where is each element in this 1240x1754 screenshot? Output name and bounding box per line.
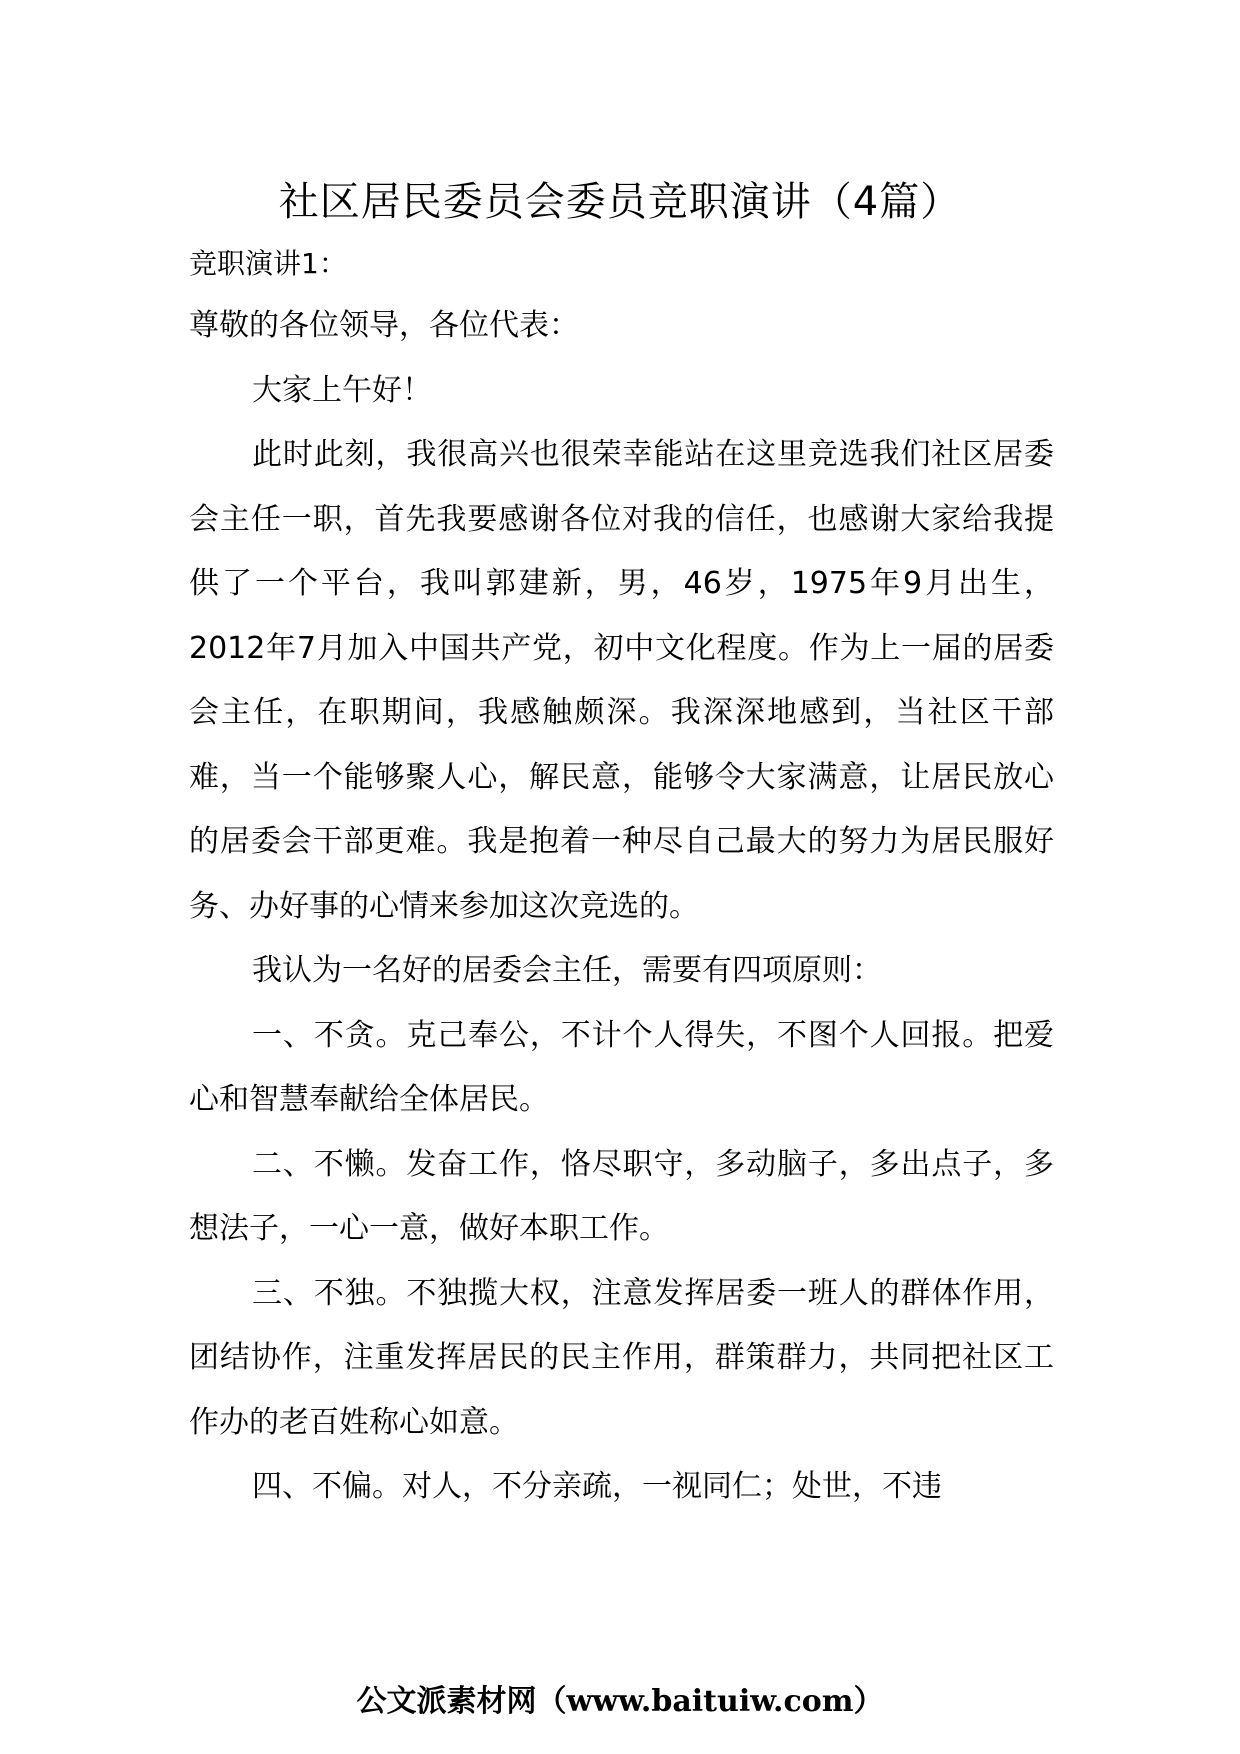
footer-watermark: 公文派素材网（www.baituiw.com）: [356, 1684, 884, 1719]
paragraph: 一、不贪。克己奉公，不计个人得失，不图个人回报。把爱心和智慧奉献给全体居民。: [189, 1017, 1054, 1117]
paragraph: 二、不懒。发奋工作，恪尽职守，多动脑子，多出点子，多想法子，一心一意，做好本职工作。: [189, 1146, 1054, 1246]
paragraph: 三、不独。不独揽大权，注意发挥居委一班人的群体作用，团结协作，注重发挥居民的民主作用，群策群力，共同把社区工作办的老百姓称心如意。: [189, 1275, 1054, 1440]
paragraph: 我认为一名好的居委会主任，需要有四项原则：: [252, 953, 882, 988]
greeting: 大家上午好！: [252, 372, 432, 408]
salutation: 尊敬的各位领导，各位代表：: [189, 308, 579, 343]
paragraph: 四、不偏。对人，不分亲疏，一视同仁；处世，不违: [252, 1469, 942, 1504]
document-title: 社区居民委员会委员竞职演讲（4篇）: [278, 179, 962, 225]
paragraph: 此时此刻，我很高兴也很荣幸能站在这里竞选我们社区居委会主任一职，首先我要感谢各位对我的信任，也感谢大家给我提供了一个平台，我叫郭建新，男，46岁，1975年9月出生，2012年7月加入中国共产党，初中文化程度。作为上一届的居委会主任，在职期间，我感触颇深。我深深地感到，当社区干部难，当一个能够聚人心，解民意，能够令大家满意，让居民放心的居委会干部更难。我是抱着一种尽自己最大的努力为居民服好务、办好事的心情来参加这次竞选的。: [189, 437, 1054, 924]
document-body: [189, 236, 1054, 1520]
section-heading: 竞职演讲1：: [189, 247, 347, 280]
